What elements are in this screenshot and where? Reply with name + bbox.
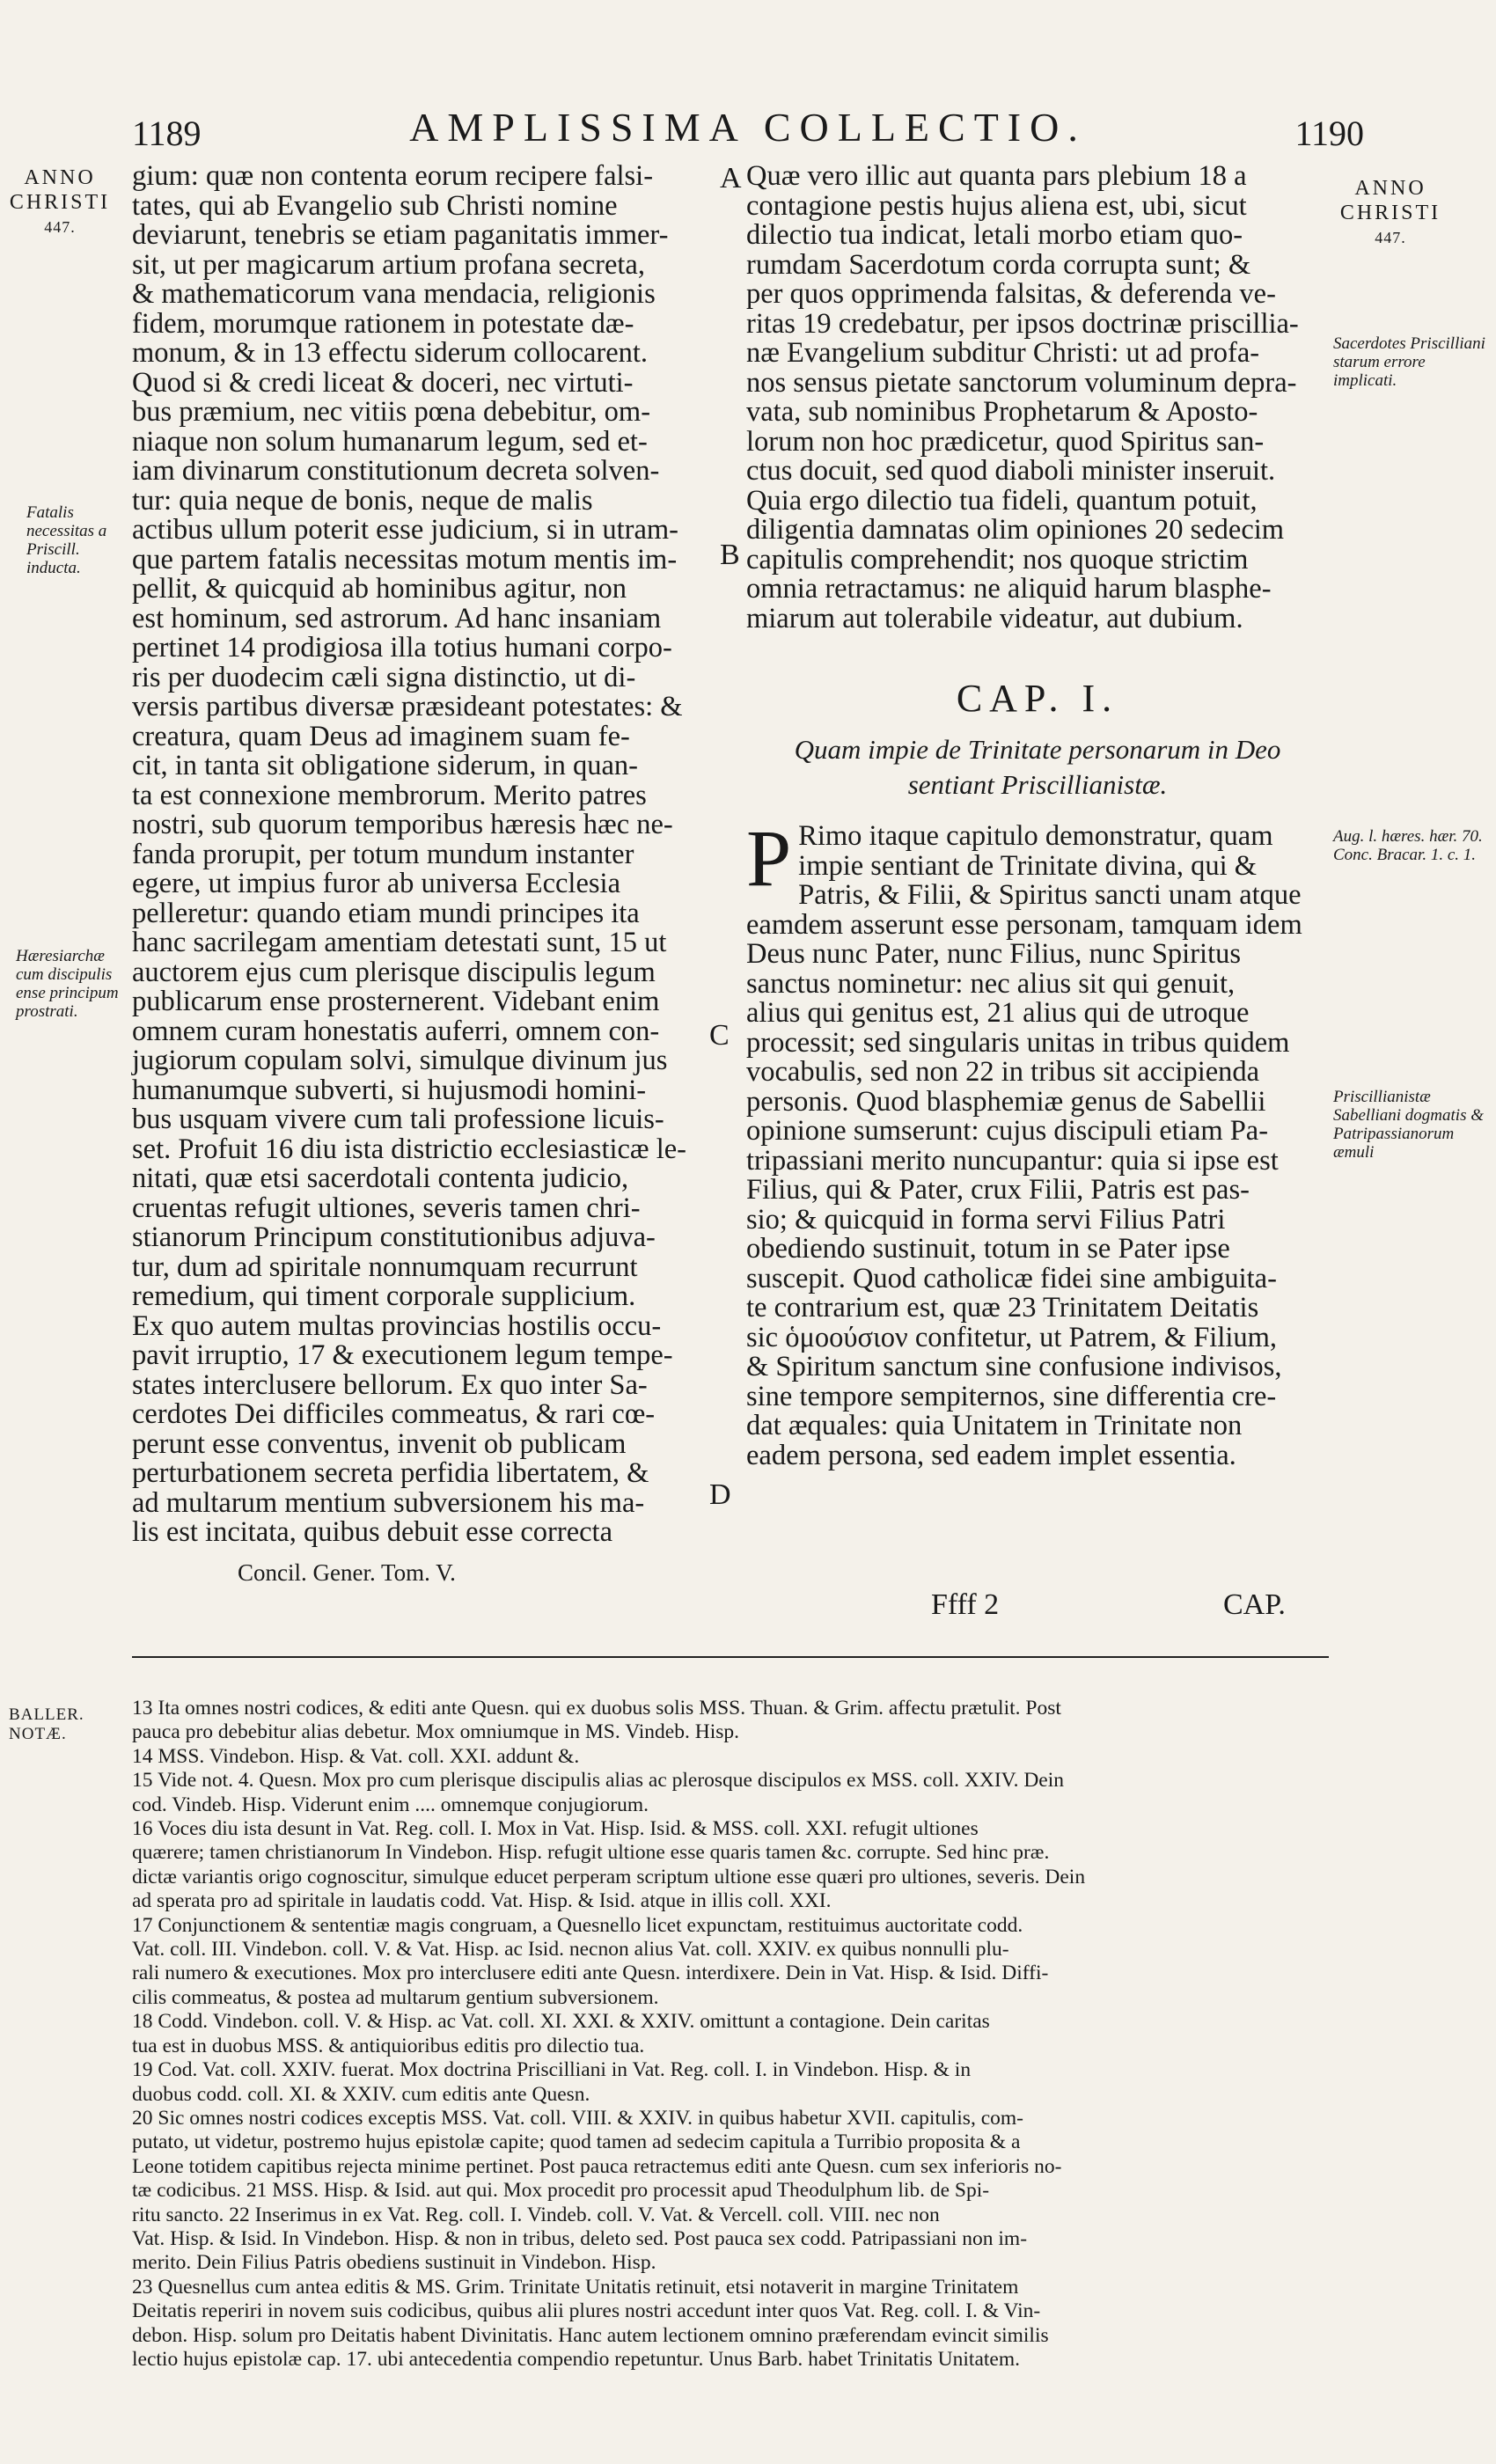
text-line: vocabulis, sed non 22 in tribus sit accipienda — [746, 1056, 1260, 1088]
text-line: cerdotes Dei difficiles commeatus, & rari cœ- — [132, 1398, 656, 1430]
text-line: suscepit. Quod catholicæ fidei sine ambiguita- — [746, 1262, 1277, 1294]
chapter-subtitle — [746, 732, 1329, 803]
note-line: 18 Codd. Vindebon. coll. V. & Hisp. ac Vat. coll. XI. XXI. & XXIV. omittunt a contagione. Dein caritas — [132, 2010, 990, 2034]
text-line: fidem, morumque rationem in potestate dæ- — [132, 307, 634, 340]
left-signature: Concil. Gener. Tom. V. — [238, 1559, 456, 1586]
text-line: monum, & in 13 effectu siderum collocarent. — [132, 337, 649, 369]
section-letter-c: C — [709, 1019, 730, 1052]
text-line: iam divinarum constitutionum decreta solven- — [132, 455, 660, 487]
page-number-right: 1190 — [1294, 114, 1364, 153]
note-line: pauca pro debebitur alias debetur. Mox omniumque in MS. Vindeb. Hisp. — [132, 1720, 739, 1744]
text-line: alius qui genitus est, 21 alius qui de utroque — [746, 997, 1250, 1029]
text-line: jugiorum copulam solvi, simulque divinum jus — [132, 1045, 668, 1076]
year-box-right — [1333, 176, 1448, 250]
text-line: Quæ vero illic aut quanta pars plebium 18 a — [746, 160, 1247, 192]
note-line: 23 Quesnellus cum antea editis & MS. Grim. Trinitate Unitatis retinuit, etsi notaverit in margine Trinitatem — [132, 2275, 1019, 2299]
text-line: perunt esse conventus, invenit ob publicam — [132, 1427, 627, 1460]
text-line: dilectio tua indicat, letali morbo etiam quo- — [746, 219, 1243, 251]
drop-cap: P — [746, 813, 792, 903]
page-header — [132, 104, 1364, 157]
text-line: que partem fatalis necessitas motum mentis im- — [132, 543, 678, 576]
text-line: miarum aut tolerabile videatur, aut dubium. — [746, 602, 1243, 634]
text-line: impie sentiant de Trinitate divina, qui & — [798, 849, 1258, 882]
text-line: sine tempore sempiternos, sine differentia cre- — [746, 1380, 1277, 1412]
note-line: rali numero & executiones. Mox pro interclusere editi ante Quesn. interdixere. Dein in Vat. Hisp. & Isid. Diffi- — [132, 1962, 1049, 1985]
text-line: lis est incitata, quibus debuit esse correcta — [132, 1516, 613, 1548]
text-line: rumdam Sacerdotum corda corrupta sunt; & — [746, 248, 1251, 281]
text-line: processit; sed singularis unitas in tribus quidem — [746, 1026, 1290, 1059]
text-line: personis. Quod blasphemiæ genus de Sabellii — [746, 1085, 1266, 1118]
note-line: cod. Vindeb. Hisp. Viderunt enim .... omnemque conjugiorum. — [132, 1793, 649, 1816]
text-line: cruentas refugit ultiones, severis tamen chri- — [132, 1192, 641, 1224]
note-line: tua est in duobus MSS. & antiquioribus editis pro dilectio tua. — [132, 2034, 645, 2057]
text-line: perturbationem secreta perfidia libertatem, & — [132, 1457, 649, 1489]
text-line: obediendo sustinuit, totum in se Pater ipse — [746, 1233, 1230, 1265]
text-line: eadem persona, sed eadem implet essentia. — [746, 1439, 1236, 1471]
note-line: cilis commeatus, & postea ad multarum gentium subversionem. — [132, 1985, 659, 2009]
text-line: per quos opprimenda falsitas, & deferenda ve- — [746, 278, 1276, 310]
text-line: ad multarum mentium subversionem his ma- — [132, 1486, 645, 1519]
text-line: nitati, quæ etsi sacerdotali contenta judicio, — [132, 1162, 629, 1194]
text-line: Patris, & Filii, & Spiritus sancti unam atque — [798, 879, 1302, 911]
text-line: pertinet 14 prodigiosa illa totius humani corpo- — [132, 632, 672, 664]
text-line: & mathematicorum vana mendacia, religionis — [132, 278, 656, 310]
text-line: opinione sumserunt: cujus discipuli etiam Pa- — [746, 1115, 1269, 1147]
text-line: cit, in tanta sit obligatione siderum, in quan- — [132, 750, 638, 781]
margin-note-left-1: Fatalis necessitas a Priscill. inducta. — [26, 503, 107, 577]
signature-mark: Ffff 2 — [931, 1588, 1000, 1621]
text-line: sic ὁμοούσιον confitetur, ut Patrem, & Filium, — [746, 1321, 1278, 1353]
catchword: CAP. — [1223, 1588, 1286, 1621]
text-line: ris per duodecim cæli signa distinctio, ut di- — [132, 661, 636, 693]
text-line: dat æquales: quia Unitatem in Trinitate non — [746, 1410, 1243, 1441]
note-line: debon. Hisp. solum pro Deitatis habent Divinitatis. Hanc autem lectionem omnino præferendam evincit similis — [132, 2323, 1049, 2347]
text-line: contagione pestis hujus aliena est, ubi, sicut — [746, 189, 1247, 222]
notes-label: BALLER. NOTÆ. — [9, 1705, 84, 1743]
text-line: vata, sub nominibus Prophetarum & Aposto- — [746, 396, 1258, 428]
note-line: putato, ut videtur, postremo hujus epistolæ capite; quod tamen ad sedecim capitula a Turribio proposita & a — [132, 2130, 1021, 2154]
section-letter-d: D — [709, 1478, 731, 1511]
text-line: omnem curam honestatis auferri, omnem con- — [132, 1015, 660, 1047]
text-line: sanctus nominetur: nec alius sit qui genuit, — [746, 967, 1236, 1000]
note-line: Leone totidem capitibus rejecta minime pertinet. Post pauca retractemus editi ante Quesn. cum sex inferioris no- — [132, 2154, 1062, 2178]
text-line: te contrarium est, quæ 23 Trinitatem Deitatis — [746, 1292, 1259, 1324]
right-column-top — [746, 162, 1329, 634]
text-line: ctus docuit, sed quod diaboli minister inseruit. — [746, 455, 1276, 487]
text-line: versis partibus diversæ præsideant potestates: & — [132, 691, 683, 722]
text-line: remedium, qui timent corporale supplicium. — [132, 1280, 636, 1312]
note-line: 15 Vide not. 4. Quesn. Mox pro cum plerisque discipulis alias ac plerosque discipulos ex MSS. coll. XXIV. Dein — [132, 1769, 1065, 1793]
section-letter-a: A — [720, 162, 742, 194]
text-line: creatura, quam Deus ad imaginem suam fe- — [132, 720, 630, 752]
note-line: quærere; tamen christianorum In Vindebon. Hisp. refugit ultione esse quaris tamen &c. corrupte. Sed hinc præ. — [132, 1841, 1050, 1865]
text-line: capitulis comprehendit; nos quoque strictim — [746, 543, 1249, 576]
year-value: 447. — [44, 218, 76, 236]
text-line: deviarunt, tenebris se etiam paganitatis immer- — [132, 219, 669, 251]
chapter-title: CAP. I. — [956, 677, 1119, 720]
margin-note-right-1: Sacerdotes Priscilliani starum errore implicati. — [1333, 334, 1485, 390]
note-line: 14 MSS. Vindebon. Hisp. & Vat. coll. XXI. addunt &. — [132, 1744, 580, 1768]
chapter-subtitle-line-1: Quam impie de Trinitate personarum in Deo — [794, 734, 1281, 765]
text-line: lorum non hoc prædicetur, quod Spiritus san- — [746, 425, 1265, 458]
note-line: ritu sancto. 22 Inserimus in ex Vat. Reg. coll. I. Vindeb. coll. V. Vat. & Vercell. coll. VIII. nec non — [132, 2203, 940, 2226]
margin-note-right-3: Priscillianistæ Sabelliani dogmatis & Patripassianorum æmuli — [1333, 1088, 1484, 1162]
text-line: sio; & quicquid in forma servi Filius Patri — [746, 1203, 1226, 1236]
text-line: nos sensus pietate sanctorum voluminum depra- — [746, 366, 1297, 399]
text-line: hanc sacrilegam amentiam detestati sunt, 15 ut — [132, 927, 667, 958]
text-line: tur, dum ad spiritale nonnumquam recurrunt — [132, 1250, 638, 1283]
year-label: ANNO CHRISTI — [1339, 177, 1441, 224]
right-column-lines — [746, 881, 1329, 1470]
text-line: omnia retractamus: ne aliquid harum blasphe- — [746, 573, 1272, 605]
text-line: diligentia damnatas olim opiniones 20 sedecim — [746, 514, 1285, 546]
text-line: sit, ut per magicarum artium profana secreta, — [132, 248, 645, 281]
text-line: eamdem asserunt esse personam, tamquam idem — [746, 908, 1302, 941]
page-number-left: 1189 — [132, 114, 202, 153]
note-line: merito. Dein Filius Patris obediens sustinuit in Vindebon. Hisp. — [132, 2251, 656, 2275]
notes-divider — [132, 1656, 1329, 1658]
text-line: set. Profuit 16 diu ista districtio ecclesiasticæ le- — [132, 1133, 687, 1165]
running-title: AMPLISSIMA COLLECTIO. — [409, 105, 1087, 150]
text-line: næ Evangelium subditur Christi: ut ad profa- — [746, 337, 1260, 369]
section-letter-b: B — [720, 539, 740, 571]
text-line: est hominum, sed astrorum. Ad hanc insaniam — [132, 602, 662, 634]
text-line: pelleretur: quando etiam mundi principes ita — [132, 897, 640, 929]
note-line: Vat. Hisp. & Isid. In Vindebon. Hisp. & non in tribus, deleto sed. Post pauca sex codd. Patripassiani non im- — [132, 2226, 1028, 2250]
text-line: ritas 19 credebatur, per ipsos doctrinæ priscillia- — [746, 307, 1299, 340]
note-line: 16 Voces diu ista desunt in Vat. Reg. coll. I. Mox in Vat. Hisp. Isid. & MSS. coll. XXI. refugit ultiones — [132, 1817, 979, 1841]
text-line: tur: quia neque de bonis, neque de malis — [132, 484, 593, 517]
year-box-left — [7, 165, 113, 239]
text-line: Deus nunc Pater, nunc Filius, nunc Spiritus — [746, 938, 1241, 970]
left-column — [132, 162, 711, 1548]
margin-note-left-2: Hæresiarchæ cum discipulis ense principum prostrati. — [16, 947, 119, 1021]
note-line: duobus codd. coll. XI. & XXIV. cum editis ante Quesn. — [132, 2082, 590, 2106]
text-line: Filius, qui & Pater, crux Filii, Patris est pas- — [746, 1174, 1250, 1206]
note-line: ad sperata pro ad spiritale in laudatis codd. Vat. Hisp. & Isid. atque in illis coll. XXI. — [132, 1889, 832, 1913]
text-line: nostri, sub quorum temporibus hæresis hæc ne- — [132, 809, 673, 840]
text-line: actibus ullum poterit esse judicium, si in utram- — [132, 514, 679, 546]
text-line: Quod si & credi liceat & doceri, nec virtuti- — [132, 366, 634, 399]
text-line: stianorum Principum constitutionibus adjuva- — [132, 1221, 656, 1253]
note-line: Vat. coll. III. Vindebon. coll. V. & Vat. Hisp. ac Isid. necnon alius Vat. coll. XXIV. ex quibus nonnulli plu- — [132, 1938, 1009, 1962]
text-line: egere, ut impius furor ab universa Ecclesia — [132, 868, 620, 899]
note-line: dictæ variantis origo cognoscitur, simulque educet perperam scriptum ultione esse quæri pro ultiones, severis. Dein — [132, 1865, 1086, 1888]
chapter-subtitle-line-2: sentiant Priscillianistæ. — [907, 769, 1168, 800]
note-line: 19 Cod. Vat. coll. XXIV. fuerat. Mox doctrina Priscilliani in Vat. Reg. coll. I. in Vindebon. Hisp. & in — [132, 2058, 972, 2082]
note-line: 17 Conjunctionem & sententiæ magis congruam, a Quesnello licet expunctam, restituimus auctoritate codd. — [132, 1913, 1023, 1937]
text-line: ta est connexione membrorum. Merito patres — [132, 779, 647, 811]
text-line: humanumque subverti, si hujusmodi homini- — [132, 1074, 647, 1106]
text-line: niaque non solum humanarum legum, sed et- — [132, 425, 648, 458]
text-line: pavit irruptio, 17 & executionem legum tempe- — [132, 1339, 673, 1371]
text-line: gium: quæ non contenta eorum recipere falsi- — [132, 160, 654, 192]
editor-notes — [132, 1697, 1329, 2372]
text-line: publicarum ense prosternerent. Videbant enim — [132, 986, 660, 1017]
text-line: tates, qui ab Evangelio sub Christi nomine — [132, 189, 618, 222]
year-label: ANNO CHRISTI — [9, 166, 111, 214]
text-line: bus usquam vivere cum tali professione licuis- — [132, 1104, 664, 1135]
note-line: Deitatis reperiri in novem suis codicibus, quibus alii plures nostri accedunt inter quos Vat. Reg. coll. I. & Vin- — [132, 2299, 1041, 2323]
margin-note-right-2: Aug. l. hæres. hær. 70. Conc. Bracar. 1. c. 1. — [1333, 827, 1483, 864]
text-line: Rimo itaque capitulo demonstratur, quam — [798, 820, 1273, 852]
text-line: Ex quo autem multas provincias hostilis occu- — [132, 1309, 662, 1342]
year-value: 447. — [1375, 229, 1406, 246]
text-line: states interclusere bellorum. Ex quo inter Sa- — [132, 1368, 648, 1401]
text-line: Quia ergo dilectio tua fideli, quantum potuit, — [746, 484, 1258, 517]
text-line: bus præmium, nec vitiis pœna debebitur, om- — [132, 396, 651, 428]
text-line: fanda prorupit, per totum mundum instanter — [132, 838, 634, 870]
note-line: tæ codicibus. 21 MSS. Hisp. & Isid. aut qui. Mox procedit pro processit apud Theodulphum lib. de Spi- — [132, 2179, 990, 2203]
text-line: pellit, & quicquid ab hominibus agitur, non — [132, 573, 627, 605]
text-line: & Spiritum sanctum sine confusione indivisos, — [746, 1351, 1282, 1382]
text-line: tripassiani merito nuncupantur: quia si ipse est — [746, 1144, 1279, 1177]
note-line: 20 Sic omnes nostri codices exceptis MSS. Vat. coll. VIII. & XXIV. in quibus habetur XVII. capitulis, com- — [132, 2106, 1023, 2130]
note-line: lectio hujus epistolæ cap. 17. ubi antecedentia compendio repetuntur. Unus Barb. habet Trinitatis Unitatem. — [132, 2347, 1020, 2371]
note-line: 13 Ita omnes nostri codices, & editi ante Quesn. qui ex duobus solis MSS. Thuan. & Grim. affectu prætulit. Post — [132, 1697, 1061, 1720]
right-column-body — [746, 813, 1329, 1471]
text-line: auctorem ejus cum plerisque discipulis legum — [132, 956, 656, 988]
